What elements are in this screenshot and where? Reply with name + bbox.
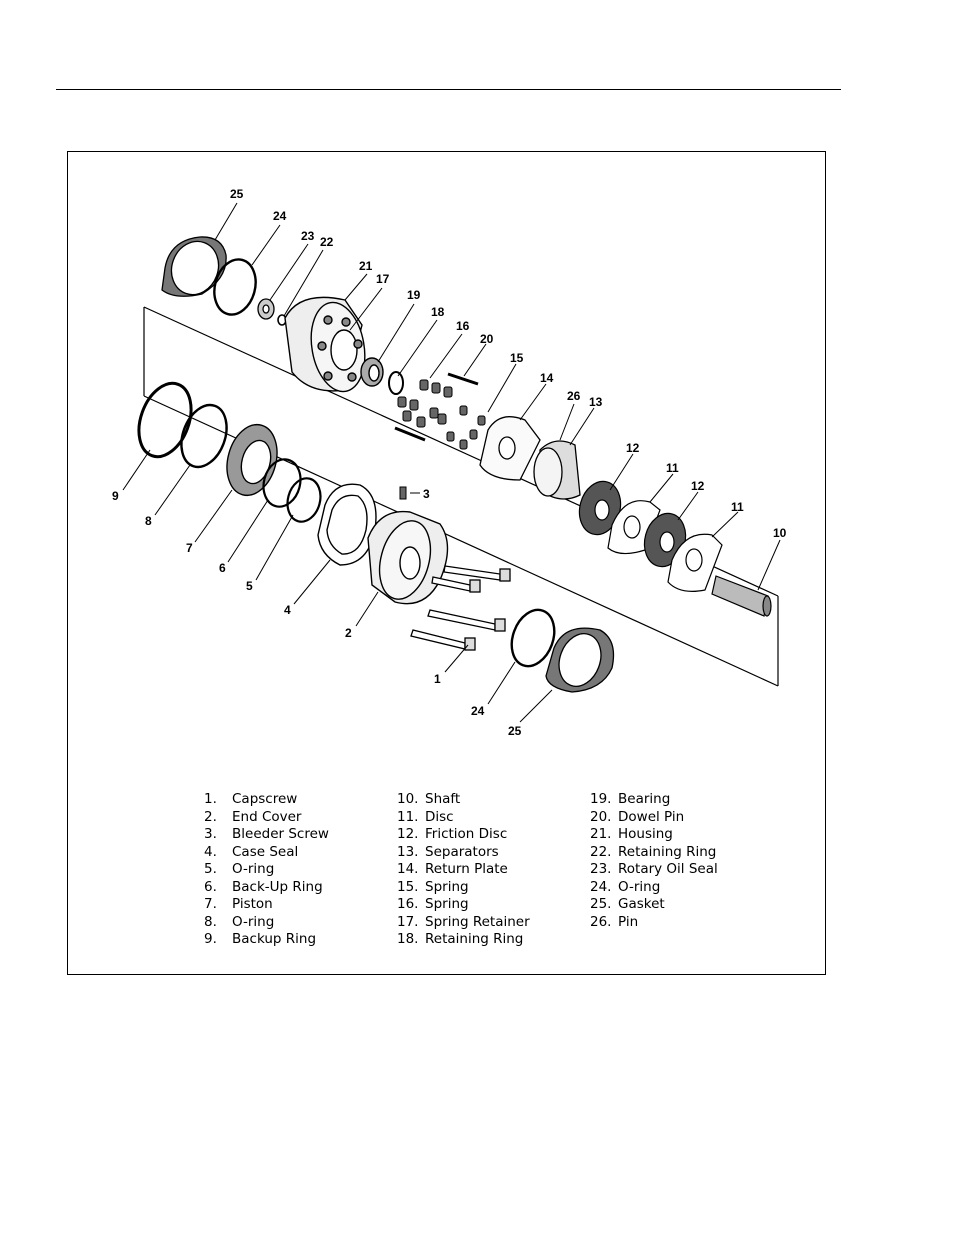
- legend-column-1: [204, 791, 329, 949]
- callout-5: 5: [246, 579, 253, 593]
- bearing-19: [361, 358, 383, 386]
- legend-item: 6. Back-Up Ring: [204, 878, 323, 895]
- legend-item: 4. Case Seal: [204, 843, 299, 860]
- springs: [398, 380, 485, 449]
- callout-9: 9: [112, 489, 119, 503]
- callout-3: 3: [423, 487, 430, 501]
- callout-21: 21: [359, 259, 373, 273]
- callout-12-a: 12: [626, 441, 640, 455]
- legend-item: 17. Spring Retainer: [397, 913, 530, 930]
- legend-item: 16. Spring: [397, 896, 469, 912]
- legend-item: 11. Disc: [397, 808, 454, 825]
- dowel-pin-top: [448, 374, 478, 384]
- legend-column-3: [590, 791, 718, 931]
- return-plate-14: [480, 417, 540, 480]
- callout-17: 17: [376, 272, 390, 286]
- piston-7: [220, 419, 285, 501]
- retaining-ring-18: [389, 372, 403, 394]
- gasket-bottom: [546, 628, 614, 692]
- callout-20: 20: [480, 332, 494, 346]
- legend-item: 18. Retaining Ring: [397, 931, 524, 947]
- legend-item: 10. Shaft: [397, 791, 461, 807]
- callout-16: 16: [456, 319, 470, 333]
- callout-1: 1: [434, 672, 441, 686]
- dowel-pin-bottom: [395, 428, 425, 440]
- callout-19: 19: [407, 288, 421, 302]
- legend-item: 8. O-ring: [204, 913, 275, 930]
- callout-18: 18: [431, 305, 445, 319]
- callout-2: 2: [345, 626, 352, 640]
- separator-13: [534, 441, 580, 499]
- callout-22: 22: [320, 235, 334, 249]
- o-ring-8: [173, 399, 234, 474]
- callout-8: 8: [145, 514, 152, 528]
- callout-12-b: 12: [691, 479, 705, 493]
- legend-item: 13. Separators: [397, 843, 499, 860]
- callout-10: 10: [773, 526, 787, 540]
- legend-item: 26. Pin: [590, 913, 639, 930]
- legend-item: 21. Housing: [590, 826, 673, 842]
- callout-14: 14: [540, 371, 554, 385]
- callout-15: 15: [510, 351, 524, 365]
- legend-item: 24. O-ring: [590, 878, 661, 895]
- legend-item: 1. Capscrew: [204, 791, 298, 807]
- legend-item: 2. End Cover: [204, 808, 302, 825]
- legend-item: 22. Retaining Ring: [590, 843, 717, 860]
- housing-21: [285, 297, 371, 395]
- gasket-top: [162, 235, 226, 301]
- callout-25-bottom: 25: [508, 724, 522, 738]
- legend-item: 14. Return Plate: [397, 861, 508, 877]
- case-seal-4: [318, 484, 376, 565]
- legend-column-2: [397, 791, 530, 949]
- legend-item: 20. Dowel Pin: [590, 808, 685, 825]
- rotary-seal-23: [258, 299, 274, 319]
- legend-item: 15. Spring: [397, 878, 469, 895]
- legend-item: 19. Bearing: [590, 791, 671, 807]
- legend-item: 12. Friction Disc: [397, 826, 508, 842]
- callout-24-bottom: 24: [471, 704, 485, 718]
- legend-item: 5. O-ring: [204, 861, 275, 877]
- callout-23: 23: [301, 229, 315, 243]
- callout-24-top: 24: [273, 209, 287, 223]
- bleeder-screw-3: [400, 487, 406, 499]
- callout-4: 4: [284, 603, 291, 617]
- legend-item: 25. Gasket: [590, 896, 665, 912]
- callout-13: 13: [589, 395, 603, 409]
- shaft-10: [712, 576, 771, 616]
- end-cover-2: [368, 512, 448, 605]
- callout-7: 7: [186, 541, 193, 555]
- callout-26: 26: [567, 389, 581, 403]
- legend-item: 23. Rotary Oil Seal: [590, 861, 718, 877]
- callout-6: 6: [219, 561, 226, 575]
- callout-25-top: 25: [230, 187, 244, 201]
- o-ring-5: [283, 475, 325, 526]
- legend-item: 3. Bleeder Screw: [204, 826, 329, 842]
- callout-11-a: 11: [666, 461, 679, 475]
- backup-ring-9: [129, 376, 200, 464]
- callout-11-b: 11: [731, 500, 744, 514]
- legend-item: 9. Backup Ring: [204, 931, 317, 947]
- legend-item: 7. Piston: [204, 896, 273, 912]
